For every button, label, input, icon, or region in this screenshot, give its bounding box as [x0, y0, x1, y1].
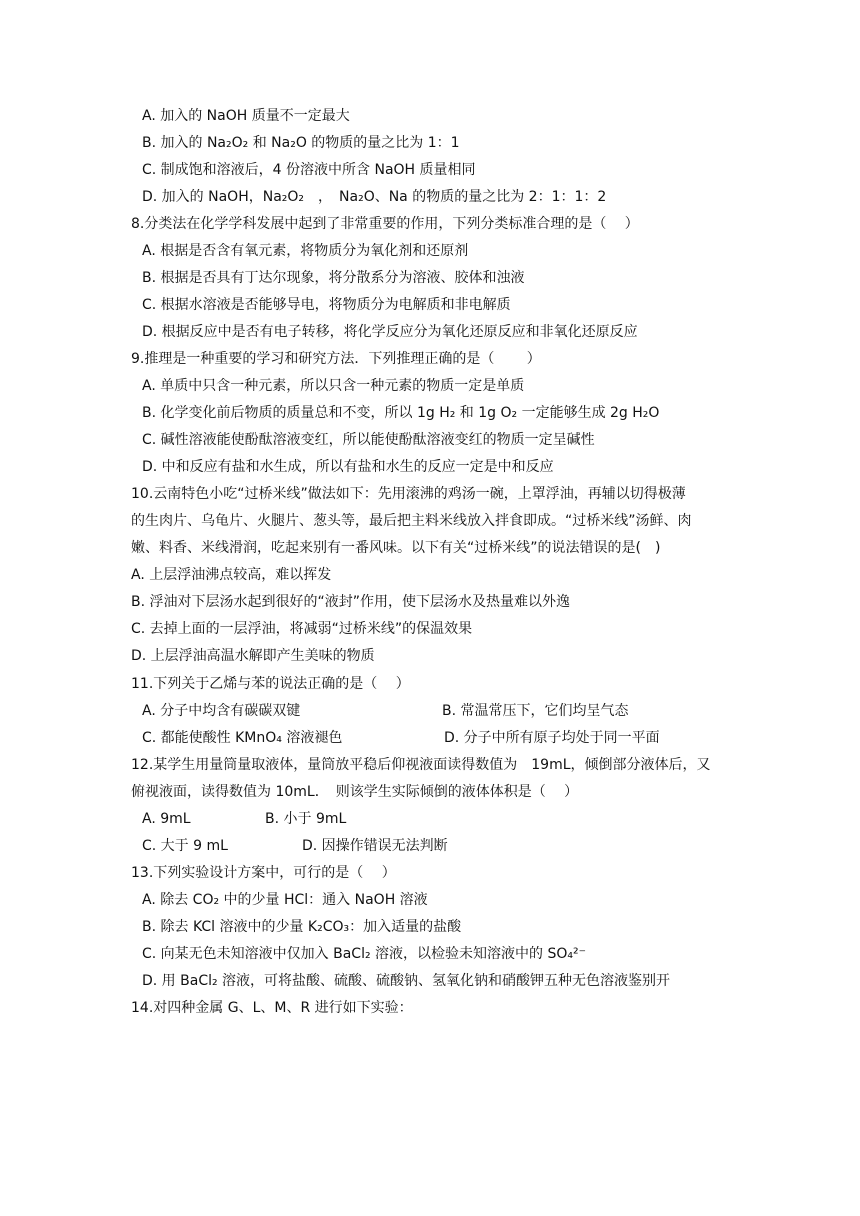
- option-line: D. 上层浮油高温水解即产生美味的物质: [131, 648, 375, 664]
- option-line: A. 除去 CO₂ 中的少量 HCl：通入 NaOH 溶液: [142, 892, 428, 908]
- question-12-stem: 俯视液面，读得数值为 10mL． 则该学生实际倾倒的液体体积是（ ）: [131, 784, 579, 800]
- option-line: B. 常温常压下，它们均呈气态: [442, 703, 629, 719]
- option-line: A. 分子中均含有碳碳双键: [142, 703, 301, 719]
- question-10-stem: 10.云南特色小吃“过桥米线”做法如下：先用滚沸的鸡汤一碗，上罩浮油，再辅以切得极薄: [131, 486, 686, 502]
- option-line: B. 加入的 Na₂O₂ 和 Na₂O 的物质的量之比为 1：1: [142, 135, 460, 151]
- option-line: B. 浮油对下层汤水起到很好的“液封”作用，使下层汤水及热量难以外逸: [131, 594, 571, 610]
- option-line: C. 根据水溶液是否能够导电，将物质分为电解质和非电解质: [142, 297, 511, 313]
- question-11-stem: 11.下列关于乙烯与苯的说法正确的是（ ）: [131, 676, 410, 692]
- option-line: C. 碱性溶液能使酚酞溶液变红，所以能使酚酞溶液变红的物质一定呈碱性: [142, 432, 595, 448]
- option-line: D. 分子中所有原子均处于同一平面: [444, 730, 660, 746]
- option-line: D. 用 BaCl₂ 溶液，可将盐酸、硫酸、硫酸钠、氢氧化钠和硝酸钾五种无色溶液鉴别开: [142, 973, 671, 989]
- option-line: D. 根据反应中是否有电子转移，将化学反应分为氧化还原反应和非氧化还原反应: [142, 324, 638, 340]
- option-line: B. 除去 KCl 溶液中的少量 K₂CO₃：加入适量的盐酸: [142, 919, 462, 935]
- question-14-stem: 14.对四种金属 G、L、M、R 进行如下实验：: [131, 1000, 413, 1016]
- question-10-stem: 的生肉片、乌龟片、火腿片、葱头等，最后把主料米线放入拌食即成。“过桥米线”汤鲜、肉: [131, 513, 692, 529]
- option-line: B. 根据是否具有丁达尔现象，将分散系分为溶液、胶体和浊液: [142, 270, 525, 286]
- option-line: D. 加入的 NaOH，Na₂O₂ ， Na₂O、Na 的物质的量之比为 2：1：1：2: [142, 189, 607, 205]
- option-line: A. 单质中只含一种元素，所以只含一种元素的物质一定是单质: [142, 378, 525, 394]
- option-line: C. 都能使酸性 KMnO₄ 溶液褪色: [142, 730, 343, 746]
- question-9-stem: 9.推理是一种重要的学习和研究方法．下列推理正确的是（ ）: [131, 351, 541, 367]
- question-13-stem: 13.下列实验设计方案中，可行的是（ ）: [131, 865, 396, 881]
- option-line: C. 向某无色未知溶液中仅加入 BaCl₂ 溶液，以检验未知溶液中的 SO₄²⁻: [142, 946, 587, 962]
- option-line: A. 上层浮油沸点较高，难以挥发: [131, 567, 332, 583]
- option-line: A. 9mL: [142, 811, 191, 827]
- option-line: D. 因操作错误无法判断: [302, 838, 448, 854]
- option-line: C. 大于 9 mL: [142, 838, 228, 854]
- option-line: C. 制成饱和溶液后，4 份溶液中所含 NaOH 质量相同: [142, 162, 476, 178]
- question-10-stem: 嫩、料香、米线滑润，吃起来别有一番风味。以下有关“过桥米线”的说法错误的是( ): [131, 540, 661, 556]
- option-line: B. 化学变化前后物质的质量总和不变，所以 1g H₂ 和 1g O₂ 一定能够生成 2g H₂O: [142, 405, 660, 421]
- question-12-stem: 12.某学生用量筒量取液体，量筒放平稳后仰视液面读得数值为 19mL，倾倒部分液体后，又: [131, 757, 711, 773]
- option-line: B. 小于 9mL: [265, 811, 347, 827]
- option-line: A. 根据是否含有氧元素，将物质分为氧化剂和还原剂: [142, 243, 469, 259]
- option-line: D. 中和反应有盐和水生成，所以有盐和水生的反应一定是中和反应: [142, 459, 554, 475]
- option-line: A. 加入的 NaOH 质量不一定最大: [142, 108, 350, 124]
- question-8-stem: 8.分类法在化学学科发展中起到了非常重要的作用，下列分类标准合理的是（ ）: [131, 216, 639, 232]
- option-line: C. 去掉上面的一层浮油，将减弱“过桥米线”的保温效果: [131, 621, 473, 637]
